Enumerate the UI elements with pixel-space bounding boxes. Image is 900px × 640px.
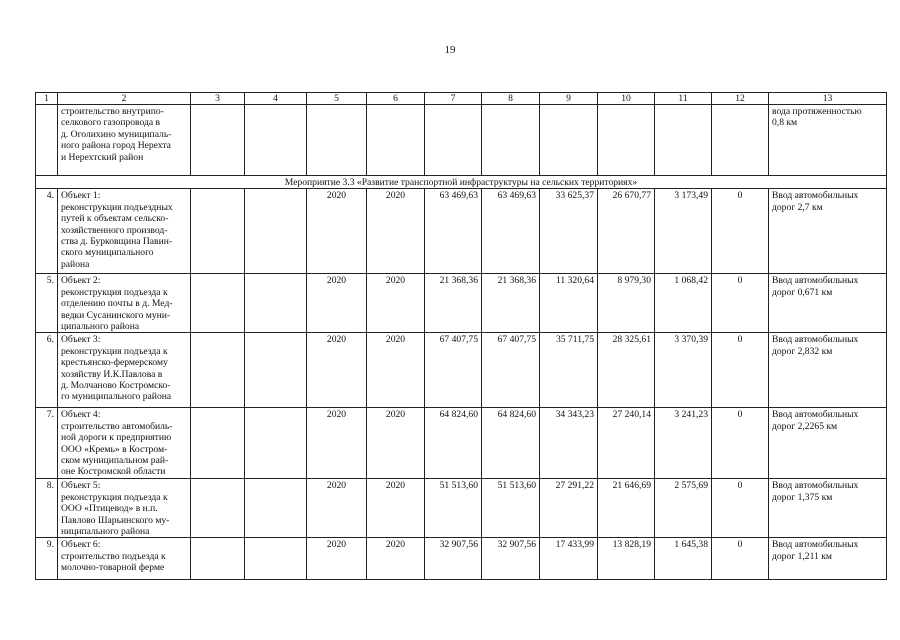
table-row [36,274,887,333]
col-header: 1 [36,93,58,105]
start-year: 2020 [307,538,367,580]
col-header: 10 [598,93,655,105]
amount-total: 67 407,75 [425,333,482,408]
amount-col8: 51 513,60 [482,479,540,538]
col-header: 11 [655,93,712,105]
row-index: 8. [36,479,58,538]
end-year: 2020 [367,479,425,538]
page-number: 19 [444,44,456,56]
table-row [36,408,887,479]
result-cell: вода протяженностью 0,8 км [769,105,887,176]
start-year: 2020 [307,408,367,479]
amount-col12: 0 [712,189,769,274]
object-name: Объект 4: строительство автомобиль- ной дороги к предприятию ООО «Кремь» в Костром- ском муниципальном рай- оне Костромской области [58,408,191,479]
amount-col12: 0 [712,538,769,580]
col-header: 9 [540,93,598,105]
col4-cell [245,189,307,274]
object-name: Объект 3: реконструкция подъезда к крестьянско-фермерскому хозяйству И.К.Павлова в д. Молчаново Костромско- го муниципального района [58,333,191,408]
amount-total: 32 907,56 [425,538,482,580]
amount-col10: 28 325,61 [598,333,655,408]
start-year: 2020 [307,479,367,538]
amount-col8: 63 469,63 [482,189,540,274]
result-cell: Ввод автомобильных дорог 0,671 км [769,274,887,333]
section-title: Мероприятие 3.3 «Развитие транспортной инфраструктуры на сельских территориях» [36,176,887,189]
object-name: строительство внутрипо- селкового газопровода в д. Оголихино муниципаль- ного района город Нерехта и Нерехтский район [58,105,191,176]
amount-col10: 21 646,69 [598,479,655,538]
row-index: 6. [36,333,58,408]
col-header: 4 [245,93,307,105]
amount-col11: 2 575,69 [655,479,712,538]
amount-col12: 0 [712,408,769,479]
result-cell: Ввод автомобильных дорог 2,7 км [769,189,887,274]
end-year: 2020 [367,333,425,408]
col-header: 5 [307,93,367,105]
col-header: 13 [769,93,887,105]
amount-col9: 17 433,99 [540,538,598,580]
col-header: 6 [367,93,425,105]
col3-cell [191,333,245,408]
amount-col8: 67 407,75 [482,333,540,408]
start-year: 2020 [307,274,367,333]
amount-col8: 64 824,60 [482,408,540,479]
program-table [35,92,887,580]
col-header: 12 [712,93,769,105]
amount-col10: 27 240,14 [598,408,655,479]
amount-col9: 33 625,37 [540,189,598,274]
amount-col10: 13 828,19 [598,538,655,580]
amount-col11: 1 645,38 [655,538,712,580]
result-cell: Ввод автомобильных дорог 1,211 км [769,538,887,580]
column-number-row [36,93,887,105]
col-header: 7 [425,93,482,105]
amount-col9: 34 343,23 [540,408,598,479]
row-index: 5. [36,274,58,333]
section-row [36,176,887,189]
table-row [36,333,887,408]
amount-col11: 3 370,39 [655,333,712,408]
object-name: Объект 5: реконструкция подъезда к ООО «Птицевод» в н.п. Павлово Шарьинского му- ниципального района [58,479,191,538]
row-index: 7. [36,408,58,479]
col-header: 2 [58,93,191,105]
table-row [36,538,887,580]
result-cell: Ввод автомобильных дорог 2,832 км [769,333,887,408]
object-name: Объект 1: реконструкция подъездных путей к объектам сельско- хозяйственного производ- ства д. Бурковщина Павин- ского муниципального района [58,189,191,274]
end-year: 2020 [367,408,425,479]
col4-cell [245,479,307,538]
object-name: Объект 6: строительство подъезда к молочно-товарной ферме [58,538,191,580]
end-year: 2020 [367,538,425,580]
object-name: Объект 2: реконструкция подъезда к отделению почты в д. Мед- ведки Сусанинского муни- ципального района [58,274,191,333]
amount-total: 63 469,63 [425,189,482,274]
amount-col12: 0 [712,479,769,538]
continuation-row [36,105,887,176]
col4-cell [245,333,307,408]
col-header: 8 [482,93,540,105]
end-year: 2020 [367,189,425,274]
start-year: 2020 [307,189,367,274]
table-row [36,189,887,274]
col3-cell [191,408,245,479]
col3-cell [191,189,245,274]
col3-cell [191,479,245,538]
amount-col12: 0 [712,333,769,408]
amount-col8: 32 907,56 [482,538,540,580]
amount-col12: 0 [712,274,769,333]
col4-cell [245,538,307,580]
row-index: 9. [36,538,58,580]
result-cell: Ввод автомобильных дорог 1,375 км [769,479,887,538]
col4-cell [245,274,307,333]
row-index: 4. [36,189,58,274]
col3-cell [191,274,245,333]
amount-col9: 27 291,22 [540,479,598,538]
amount-col8: 21 368,36 [482,274,540,333]
col4-cell [245,408,307,479]
table-row [36,479,887,538]
amount-total: 21 368,36 [425,274,482,333]
result-cell: Ввод автомобильных дорог 2,2265 км [769,408,887,479]
amount-total: 51 513,60 [425,479,482,538]
amount-col9: 35 711,75 [540,333,598,408]
amount-col11: 3 241,23 [655,408,712,479]
col-header: 3 [191,93,245,105]
amount-total: 64 824,60 [425,408,482,479]
amount-col10: 26 670,77 [598,189,655,274]
table-body [36,93,887,580]
end-year: 2020 [367,274,425,333]
amount-col11: 1 068,42 [655,274,712,333]
col3-cell [191,538,245,580]
amount-col10: 8 979,30 [598,274,655,333]
start-year: 2020 [307,333,367,408]
amount-col11: 3 173,49 [655,189,712,274]
amount-col9: 11 320,64 [540,274,598,333]
